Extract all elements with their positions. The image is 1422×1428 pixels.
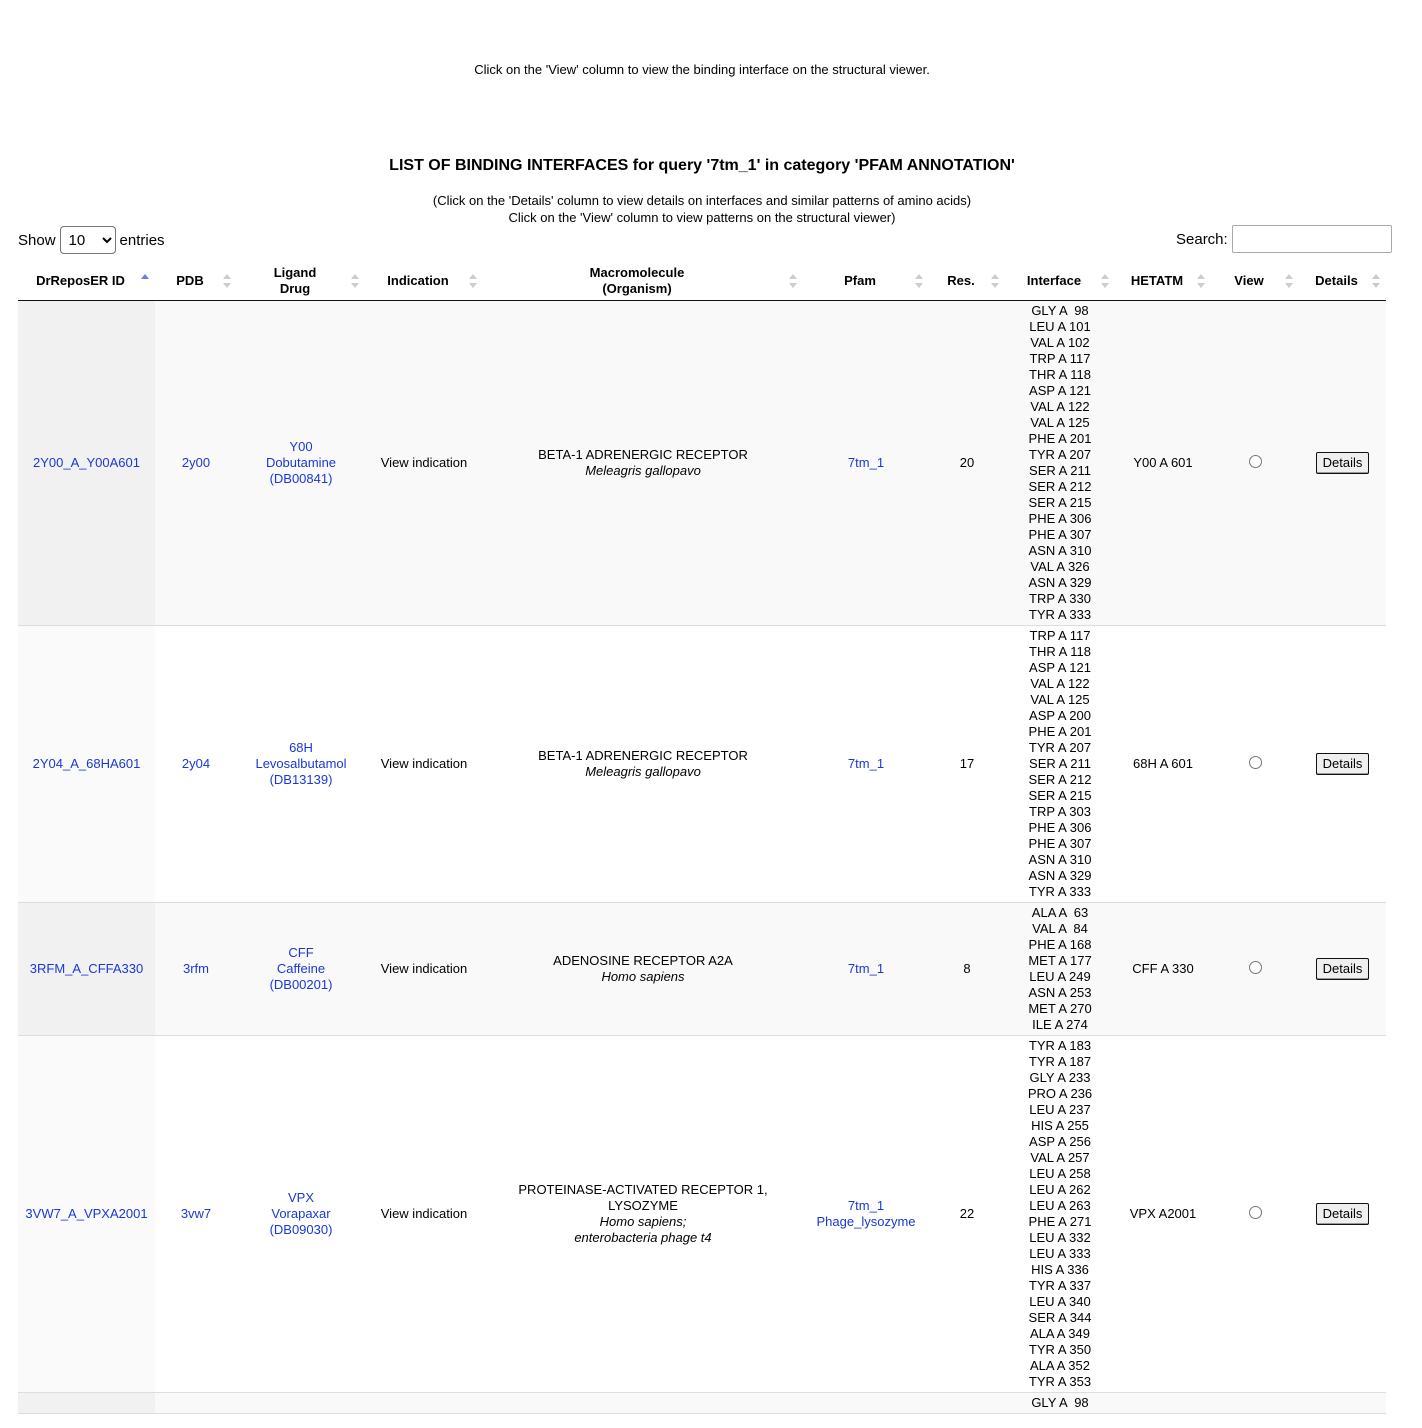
interface-residue: TYR A 350: [1028, 1342, 1092, 1357]
pfam-link[interactable]: 7tm_1: [847, 756, 885, 771]
table-row: [18, 626, 1386, 903]
cell-ligand-drug: [237, 301, 365, 626]
table-header-row: [18, 262, 1386, 301]
interface-residue: TYR A 353: [1028, 1374, 1092, 1389]
cell-res-count: 20: [929, 301, 1005, 626]
cell-pfam: [803, 1036, 929, 1393]
interface-residue: VAL A 326: [1030, 559, 1090, 574]
cell-interface: [1005, 1393, 1115, 1414]
interface-residue: TYR A 207: [1028, 447, 1092, 462]
column-header-view[interactable]: [1211, 262, 1299, 301]
column-header-ligand[interactable]: [237, 262, 365, 301]
sort-both-icon: [991, 274, 999, 288]
interface-residue: PHE A 168: [1028, 937, 1092, 952]
interface-residue: LEU A 237: [1029, 1102, 1091, 1117]
column-header-label: Pfam: [844, 273, 876, 288]
interface-residue: TYR A 187: [1028, 1054, 1092, 1069]
search-input[interactable]: [1232, 225, 1392, 253]
cell-interface: [1005, 903, 1115, 1036]
view-indication-link[interactable]: View indication: [380, 1206, 468, 1221]
column-header-label: Interface: [1026, 273, 1082, 288]
viewer-hint: Click on the 'View' column to view the binding interface on the structural viewer.: [474, 62, 930, 77]
drug-name: Caffeine: [276, 961, 326, 976]
interface-residue: THR A 118: [1029, 644, 1091, 659]
drug-id: (DB13139): [269, 772, 333, 787]
interface-residue: VAL A 122: [1030, 399, 1090, 414]
ligand-code: VPX: [287, 1190, 314, 1205]
interface-residue: HIS A 336: [1031, 1262, 1089, 1277]
show-label: Show: [18, 231, 56, 249]
sort-both-icon: [1372, 274, 1380, 288]
interface-residue: TRP A 330: [1029, 591, 1091, 606]
column-header-indication[interactable]: [365, 262, 483, 301]
interface-residue: LEU A 333: [1029, 1246, 1091, 1261]
column-header-label: Res.: [947, 273, 975, 288]
drug-id: (DB00201): [269, 977, 333, 992]
cell-indication: [365, 301, 483, 626]
interface-residue: TRP A 117: [1029, 351, 1091, 366]
subtitle: [0, 192, 1404, 226]
interface-residue: ASN A 310: [1028, 852, 1092, 867]
drug-id: (DB09030): [269, 1222, 333, 1237]
cell-res-count: 17: [929, 626, 1005, 903]
cell-pdb: [155, 1036, 237, 1393]
interface-residue: TYR A 337: [1028, 1278, 1092, 1293]
interface-residue: PHE A 306: [1028, 511, 1092, 526]
cell-interface: [1005, 626, 1115, 903]
cell-hetatm: CFF A 330: [1115, 903, 1211, 1036]
ligand-drug-link[interactable]: [243, 439, 359, 487]
interface-residue: PHE A 201: [1028, 724, 1092, 739]
sort-asc-icon: [141, 274, 149, 288]
column-header-label: DrReposER ID: [36, 273, 125, 288]
interface-residue: ASN A 329: [1028, 575, 1092, 590]
subtitle-line-1: (Click on the 'Details' column to view details on interfaces and similar patterns of amino acids): [432, 193, 972, 208]
interface-residue: GLY A 98: [1031, 1395, 1089, 1410]
cell-pdb: [155, 1393, 237, 1414]
pdb-link[interactable]: 2y04: [181, 756, 211, 771]
interface-residue: ASN A 253: [1028, 985, 1092, 1000]
drreposer-id-link[interactable]: 2Y00_A_Y00A601: [33, 455, 140, 470]
interface-residue: ALA A 349: [1029, 1326, 1090, 1341]
cell-macromolecule: [483, 301, 803, 626]
interface-residue: PHE A 307: [1028, 836, 1092, 851]
interface-residue: LEU A 101: [1029, 319, 1091, 334]
column-header-label: HETATM: [1130, 273, 1184, 288]
column-header-macromolecule[interactable]: [483, 262, 803, 301]
interface-residue: ASP A 256: [1029, 1134, 1091, 1149]
interface-residue: PHE A 306: [1028, 820, 1092, 835]
cell-ligand-drug: [237, 1036, 365, 1393]
interface-residue: VAL A 122: [1030, 676, 1090, 691]
interface-residue: VAL A 102: [1030, 335, 1090, 350]
interface-residue: VAL A 257: [1030, 1150, 1090, 1165]
cell-res-count: 8: [929, 903, 1005, 1036]
macromolecule-name-2: LYSOZYME: [608, 1198, 678, 1213]
cell-view: [1211, 1036, 1299, 1393]
organism-name-2: enterobacteria phage t4: [574, 1230, 712, 1245]
cell-view: [1211, 903, 1299, 1036]
macromolecule-name: BETA-1 ADRENERGIC RECEPTOR: [538, 748, 748, 763]
cell-indication: [365, 903, 483, 1036]
ligand-code: CFF: [288, 945, 314, 960]
pdb-link[interactable]: 3vw7: [180, 1206, 212, 1221]
interface-residue: GLY A 233: [1029, 1070, 1091, 1085]
macromolecule-name: BETA-1 ADRENERGIC RECEPTOR: [538, 447, 748, 462]
cell-drreposer-id: [18, 301, 155, 626]
pfam-link[interactable]: 7tm_1: [847, 1198, 885, 1213]
interface-residue: TYR A 333: [1028, 607, 1092, 622]
sort-both-icon: [223, 274, 231, 288]
cell-hetatm: [1115, 1393, 1211, 1414]
cell-macromolecule: [483, 903, 803, 1036]
interface-residue: MET A 270: [1028, 1001, 1092, 1016]
cell-hetatm: VPX A2001: [1115, 1036, 1211, 1393]
cell-interface: [1005, 1036, 1115, 1393]
column-header-label: View: [1234, 273, 1264, 288]
macromolecule-name: PROTEINASE-ACTIVATED RECEPTOR 1,: [518, 1182, 768, 1197]
column-header-label: Ligand: [273, 265, 317, 280]
cell-macromolecule: [483, 1036, 803, 1393]
interface-residue: LEU A 258: [1029, 1166, 1091, 1181]
interface-residue: ALA A 63: [1031, 905, 1089, 920]
pfam-link[interactable]: 7tm_1: [847, 961, 885, 976]
interface-residue: ASP A 200: [1029, 708, 1091, 723]
interface-residue: SER A 211: [1029, 463, 1091, 478]
view-radio[interactable]: [1249, 961, 1262, 974]
column-header-label: PDB: [176, 273, 204, 288]
interface-residue: TRP A 117: [1029, 628, 1091, 643]
cell-interface: [1005, 301, 1115, 626]
column-header-drreposer-id[interactable]: [18, 262, 155, 301]
cell-macromolecule: [483, 1393, 803, 1414]
sort-both-icon: [1197, 274, 1205, 288]
table-row: [18, 301, 1386, 626]
sort-both-icon: [469, 274, 477, 288]
cell-view: [1211, 301, 1299, 626]
cell-drreposer-id: [18, 903, 155, 1036]
macromolecule-name: ADENOSINE RECEPTOR A2A: [553, 953, 733, 968]
column-header-pfam[interactable]: [803, 262, 929, 301]
drreposer-id-link[interactable]: 2Y04_A_68HA601: [32, 756, 141, 771]
pdb-link[interactable]: 2y00: [181, 455, 211, 470]
ligand-drug-link[interactable]: [243, 740, 359, 788]
column-header-label-2: (Organism): [602, 281, 672, 296]
cell-details: [1299, 301, 1386, 626]
drreposer-id-link[interactable]: 3RFM_A_CFFA330: [29, 961, 144, 976]
organism-name: Homo sapiens: [601, 969, 685, 984]
interface-residue: SER A 215: [1028, 788, 1092, 803]
sort-both-icon: [789, 274, 797, 288]
interface-residue: GLY A 98: [1031, 303, 1089, 318]
cell-ligand-drug: [237, 1393, 365, 1414]
entries-length-control: [18, 226, 165, 254]
cell-view: [1211, 626, 1299, 903]
cell-details: [1299, 626, 1386, 903]
entries-select[interactable]: [60, 226, 116, 254]
organism-name: Meleagris gallopavo: [585, 463, 701, 478]
ligand-code: 68H: [289, 740, 313, 755]
cell-indication: [365, 1393, 483, 1414]
table-row: [18, 1393, 1386, 1414]
cell-pdb: [155, 903, 237, 1036]
interface-residue: SER A 211: [1029, 756, 1091, 771]
organism-name: Homo sapiens;: [599, 1214, 687, 1229]
interface-residue: SER A 344: [1028, 1310, 1092, 1325]
interface-residue: PHE A 307: [1028, 527, 1092, 542]
interface-residue: ILE A 274: [1032, 1017, 1088, 1032]
interface-residue: ASP A 121: [1029, 660, 1091, 675]
cell-ligand-drug: [237, 626, 365, 903]
interface-residue: LEU A 263: [1029, 1198, 1091, 1213]
cell-ligand-drug: [237, 903, 365, 1036]
column-header-label-2: Drug: [279, 281, 311, 296]
interface-residue: PHE A 201: [1028, 431, 1092, 446]
cell-details: [1299, 903, 1386, 1036]
interface-residue: SER A 212: [1028, 479, 1092, 494]
details-button[interactable]: Details: [1316, 1203, 1370, 1225]
cell-res-count: 22: [929, 1036, 1005, 1393]
table-body: [18, 301, 1386, 1414]
subtitle-line-2: Click on the 'View' column to view patterns on the structural viewer): [508, 210, 896, 225]
pfam-link-2[interactable]: Phage_lysozyme: [816, 1214, 916, 1229]
column-header-details[interactable]: [1299, 262, 1386, 301]
drreposer-id-link[interactable]: 3VW7_A_VPXA2001: [25, 1206, 148, 1221]
interface-residue: ASN A 329: [1028, 868, 1092, 883]
cell-pfam: [803, 903, 929, 1036]
view-indication-link[interactable]: View indication: [380, 756, 468, 771]
interface-residue: ALA A 352: [1029, 1358, 1090, 1373]
search-control: [1176, 225, 1392, 253]
interface-residue: SER A 212: [1028, 772, 1092, 787]
interface-residue: TRP A 303: [1029, 804, 1091, 819]
cell-drreposer-id: [18, 1393, 155, 1414]
cell-details: [1299, 1393, 1386, 1414]
pdb-link[interactable]: 3rfm: [183, 961, 209, 976]
drug-name: Vorapaxar: [271, 1206, 331, 1221]
interface-residue: TYR A 183: [1028, 1038, 1092, 1053]
pfam-link[interactable]: 7tm_1: [847, 455, 885, 470]
details-button[interactable]: Details: [1316, 753, 1370, 775]
page-title: LIST OF BINDING INTERFACES for query '7tm_1' in category 'PFAM ANNOTATION': [389, 157, 1015, 174]
table-row: [18, 1036, 1386, 1393]
interface-residue: TYR A 207: [1028, 740, 1092, 755]
column-header-label: Details: [1315, 273, 1358, 288]
interface-residue: LEU A 332: [1029, 1230, 1091, 1245]
interface-residue: LEU A 340: [1029, 1294, 1091, 1309]
interface-residue: PHE A 271: [1028, 1214, 1092, 1229]
cell-pfam: [803, 301, 929, 626]
ligand-code: Y00: [289, 439, 313, 454]
table-row: [18, 903, 1386, 1036]
binding-interfaces-table: [18, 262, 1386, 1414]
organism-name: Meleagris gallopavo: [585, 764, 701, 779]
interface-residue: SER A 215: [1028, 495, 1092, 510]
sort-both-icon: [915, 274, 923, 288]
interface-residue: LEU A 262: [1029, 1182, 1091, 1197]
column-header-label: Indication: [387, 273, 449, 288]
cell-drreposer-id: [18, 626, 155, 903]
drug-name: Levosalbutamol: [255, 756, 347, 771]
cell-view: [1211, 1393, 1299, 1414]
search-label: Search:: [1176, 230, 1228, 248]
view-indication-link[interactable]: View indication: [380, 455, 468, 470]
interface-residue: VAL A 84: [1032, 921, 1088, 936]
ligand-drug-link[interactable]: [243, 945, 359, 993]
drug-id: (DB00841): [269, 471, 333, 486]
column-header-res[interactable]: [929, 262, 1005, 301]
interface-residue: VAL A 125: [1030, 692, 1090, 707]
cell-drreposer-id: [18, 1036, 155, 1393]
column-header-label: Macromolecule: [589, 265, 685, 280]
view-radio[interactable]: [1249, 756, 1262, 769]
interface-residue: HIS A 255: [1031, 1118, 1089, 1133]
details-button[interactable]: Details: [1316, 958, 1370, 980]
cell-details: [1299, 1036, 1386, 1393]
interface-residue: MET A 177: [1028, 953, 1092, 968]
cell-hetatm: Y00 A 601: [1115, 301, 1211, 626]
cell-indication: [365, 626, 483, 903]
interface-residue: TYR A 333: [1028, 884, 1092, 899]
interface-residue: THR A 118: [1029, 367, 1091, 382]
cell-indication: [365, 1036, 483, 1393]
cell-hetatm: 68H A 601: [1115, 626, 1211, 903]
view-indication-link[interactable]: View indication: [380, 961, 468, 976]
column-header-interface[interactable]: [1005, 262, 1115, 301]
interface-residue: VAL A 125: [1030, 415, 1090, 430]
interface-residue: ASN A 310: [1028, 543, 1092, 558]
cell-macromolecule: [483, 626, 803, 903]
sort-both-icon: [1285, 274, 1293, 288]
entries-label: entries: [119, 231, 165, 249]
ligand-drug-link[interactable]: [243, 1190, 359, 1238]
cell-res-count: [929, 1393, 1005, 1414]
column-header-pdb[interactable]: [155, 262, 237, 301]
cell-pdb: [155, 626, 237, 903]
sort-both-icon: [351, 274, 359, 288]
column-header-hetatm[interactable]: [1115, 262, 1211, 301]
interface-residue: ASP A 121: [1029, 383, 1091, 398]
cell-pfam: [803, 1393, 929, 1414]
sort-both-icon: [1101, 274, 1109, 288]
details-button[interactable]: Details: [1316, 452, 1370, 474]
cell-pfam: [803, 626, 929, 903]
interface-residue: LEU A 249: [1029, 969, 1091, 984]
view-radio[interactable]: [1249, 1206, 1262, 1219]
interface-residue: PRO A 236: [1027, 1086, 1093, 1101]
cell-pdb: [155, 301, 237, 626]
drug-name: Dobutamine: [265, 455, 337, 470]
view-radio[interactable]: [1249, 455, 1262, 468]
